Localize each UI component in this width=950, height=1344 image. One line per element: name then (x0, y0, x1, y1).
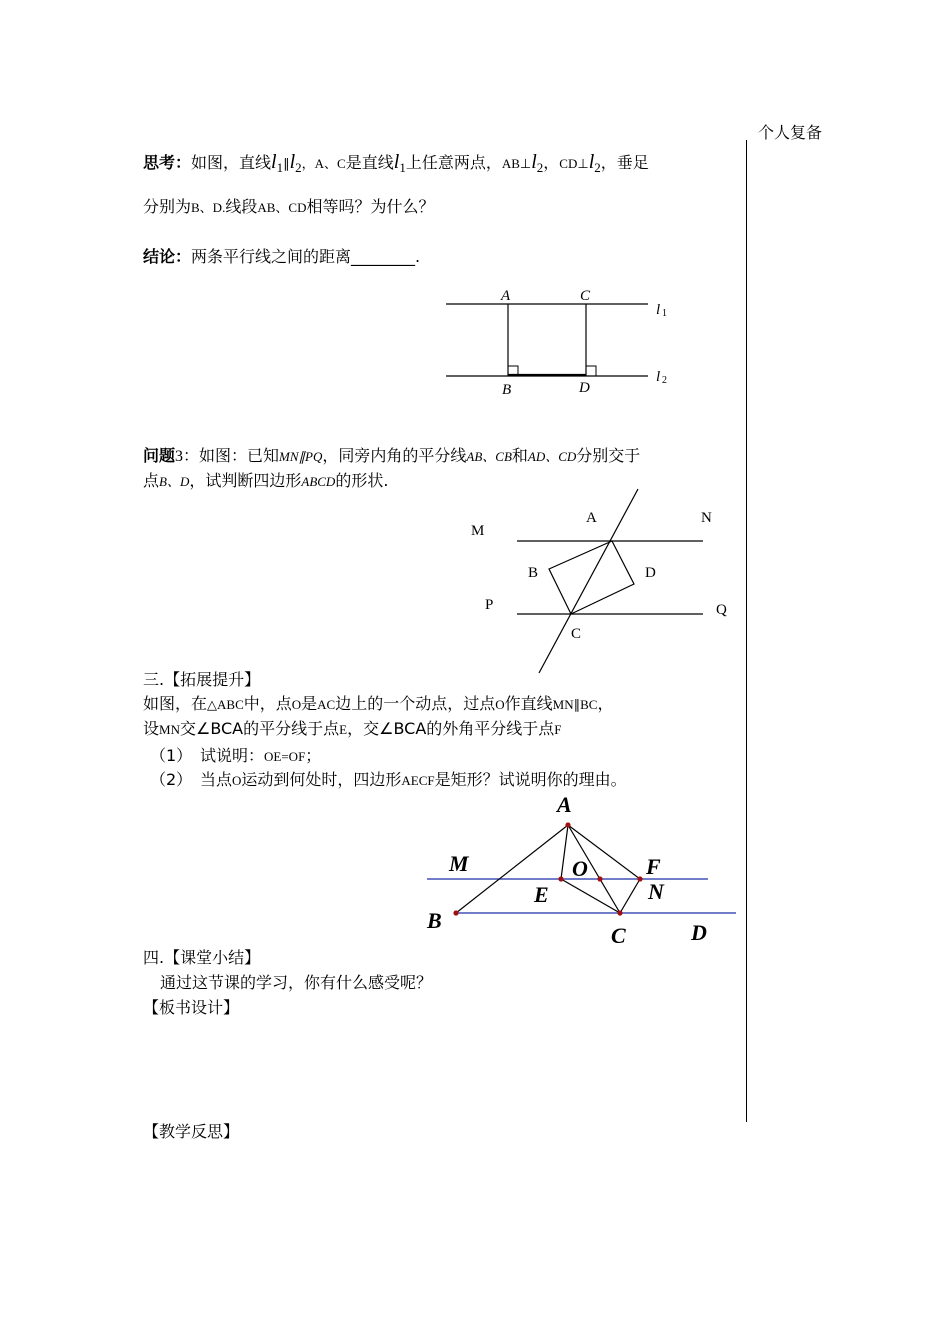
s3-text-2e: 的外角平分线于点 (426, 719, 555, 738)
l1-sub-2: 1 (399, 160, 406, 176)
fig3-label-a: A (557, 792, 572, 817)
section3-title: 三.【拓展提升】 (143, 670, 261, 689)
board-design-heading: 【板书设计】 (143, 998, 240, 1017)
l2-symbol-3: l (588, 151, 595, 173)
q2-aecf: AECF (401, 773, 435, 788)
fig1-label-a: A (501, 288, 511, 304)
s3-angle-2: ，交∠BCA (347, 719, 427, 738)
fig1-label-b: B (502, 382, 512, 398)
point-a (565, 822, 570, 827)
s3-point-o: O (291, 697, 302, 712)
l1-symbol: l (271, 151, 277, 173)
q1-number: （1） (150, 746, 193, 765)
fig2-label-b: B (528, 565, 539, 581)
s3-point-e: E (339, 722, 348, 737)
l2-symbol-2: l (531, 151, 537, 173)
fig2-label-c: C (571, 626, 582, 642)
teaching-reflection-heading: 【教学反思】 (143, 1122, 240, 1141)
s3-point-f: F (554, 722, 562, 737)
problem3-text-a: ：如图：已知 (183, 446, 280, 465)
fig1-label-l1: l (656, 302, 661, 318)
fig2-label-a: A (586, 510, 597, 526)
segment-ba (456, 825, 568, 913)
s3-text-d: 边上的一个动点，过点 (335, 694, 496, 713)
problem3-bd: B、D (159, 474, 190, 489)
think-cd-perp: CD⊥ (559, 156, 589, 171)
fig2-label-q: Q (716, 602, 727, 618)
fig1-label-l1-sub: 1 (662, 308, 667, 319)
think-text-d: 上任意两点， (405, 153, 502, 172)
point-o (597, 876, 602, 881)
think-bd: B、D. (191, 200, 226, 215)
segment-fc (620, 879, 640, 913)
s3-ac: AC (317, 697, 336, 712)
think-question: 相等吗？为什么？ (306, 197, 435, 216)
think-text-f: ，垂足 (600, 153, 649, 172)
fig3-label-o: O (572, 856, 588, 881)
point-b (453, 910, 458, 915)
fig3-label-e: E (534, 882, 549, 907)
fig3-label-b: B (427, 908, 442, 933)
fig3-label-n: N (648, 879, 664, 904)
fig2-label-d: D (645, 565, 656, 581)
problem3-text-2c: 的形状. (335, 471, 389, 490)
q2-point-o: O (232, 773, 242, 788)
segment-ec (561, 879, 620, 913)
l1-symbol-2: l (393, 151, 400, 173)
s3-text-b: 中，点 (243, 694, 292, 713)
problem3-text-d: 分别交于 (576, 446, 641, 465)
think-comma: ， (543, 153, 560, 172)
fig3-label-m: M (449, 851, 469, 876)
s3-mn: MN (159, 722, 180, 737)
problem3-adcd: AD、CD (527, 449, 577, 464)
problem3-text-c: 和 (511, 446, 528, 465)
problem3-abcd: ABCD (301, 474, 336, 489)
problem3-text-b: ，同旁内角的平分线 (322, 446, 467, 465)
q2-text-a: 当点 (200, 770, 233, 789)
think-ac: ，A、C (301, 156, 346, 171)
fig1-label-l2: l (656, 369, 661, 385)
problem3-abcb: AB、CB (466, 449, 512, 464)
s3-mn-bc: MN∥BC (552, 697, 598, 712)
problem3-number: 3 (175, 448, 184, 465)
problem3-heading: 问题 (143, 446, 176, 465)
conclusion-blank: ________ (351, 247, 416, 266)
fig2-label-p: P (485, 597, 494, 613)
q1-end: ； (305, 746, 322, 765)
l2-sub-2: 2 (536, 160, 544, 176)
sidebar-title: 个人复备 (758, 123, 823, 142)
l2-sub-3: 2 (594, 160, 601, 176)
q2-text-b: 运动到何处时，四边形 (241, 770, 402, 789)
l1-sub: 1 (276, 160, 284, 176)
s3-angle-1: 交∠BCA (179, 719, 244, 738)
fig2-label-m: M (471, 523, 485, 539)
think-text-a: 如图，直线 (191, 153, 272, 172)
point-c (617, 910, 622, 915)
segment-ae (561, 825, 568, 879)
l2-symbol: l (289, 151, 296, 173)
conclusion-text: 两条平行线之间的距离 (191, 247, 352, 266)
fig3-label-d: D (691, 920, 707, 945)
q2-text-c: 是矩形？试说明你的理由。 (434, 770, 627, 789)
l2-sub: 2 (295, 160, 302, 176)
think-colon: ： (175, 153, 192, 172)
s3-text-c: 是 (301, 694, 318, 713)
problem3-text-2a: 点 (143, 471, 160, 490)
fig3-label-c: C (611, 923, 626, 948)
s3-triangle: △ABC (207, 697, 244, 712)
s3-text-2c: 的平分线于点 (243, 719, 340, 738)
think-text-c: 是直线 (345, 153, 394, 172)
s3-text-a: 如图，在 (143, 694, 208, 713)
fig1-label-d: D (579, 380, 590, 396)
conclusion-heading: 结论 (143, 247, 176, 266)
think-abcd: AB、CD (257, 200, 307, 215)
q1-equation: OE=OF (264, 749, 306, 764)
s3-text-2a: 设 (143, 719, 160, 738)
fig1-label-l2-sub: 2 (662, 375, 667, 386)
fig3-label-f: F (646, 854, 661, 879)
s3-text-e: 作直线 (504, 694, 553, 713)
section4-text: 通过这节课的学习，你有什么感受呢？ (160, 973, 433, 992)
q2-number: （2） (150, 770, 193, 789)
s3-point-o-2: O (495, 697, 505, 712)
point-e (558, 876, 563, 881)
conclusion-end: . (415, 247, 421, 266)
fig2-label-n: N (701, 510, 712, 526)
think-text-2a: 分别为 (143, 197, 192, 216)
problem3-text-2b: ，试判断四边形 (189, 471, 302, 490)
s3-text-f: ， (597, 694, 614, 713)
conclusion-colon: ： (175, 247, 192, 266)
q1-text: 试说明： (200, 746, 265, 765)
section4-title: 四.【课堂小结】 (143, 948, 261, 967)
point-f (637, 876, 642, 881)
parallel-sign: ∥ (283, 156, 290, 171)
think-text-2c: 线段 (225, 197, 258, 216)
problem3-mnpq: MN∥PQ (279, 449, 323, 464)
fig1-label-c: C (580, 288, 591, 304)
think-heading: 思考 (143, 153, 176, 172)
think-ab-perp: AB⊥ (501, 156, 532, 171)
